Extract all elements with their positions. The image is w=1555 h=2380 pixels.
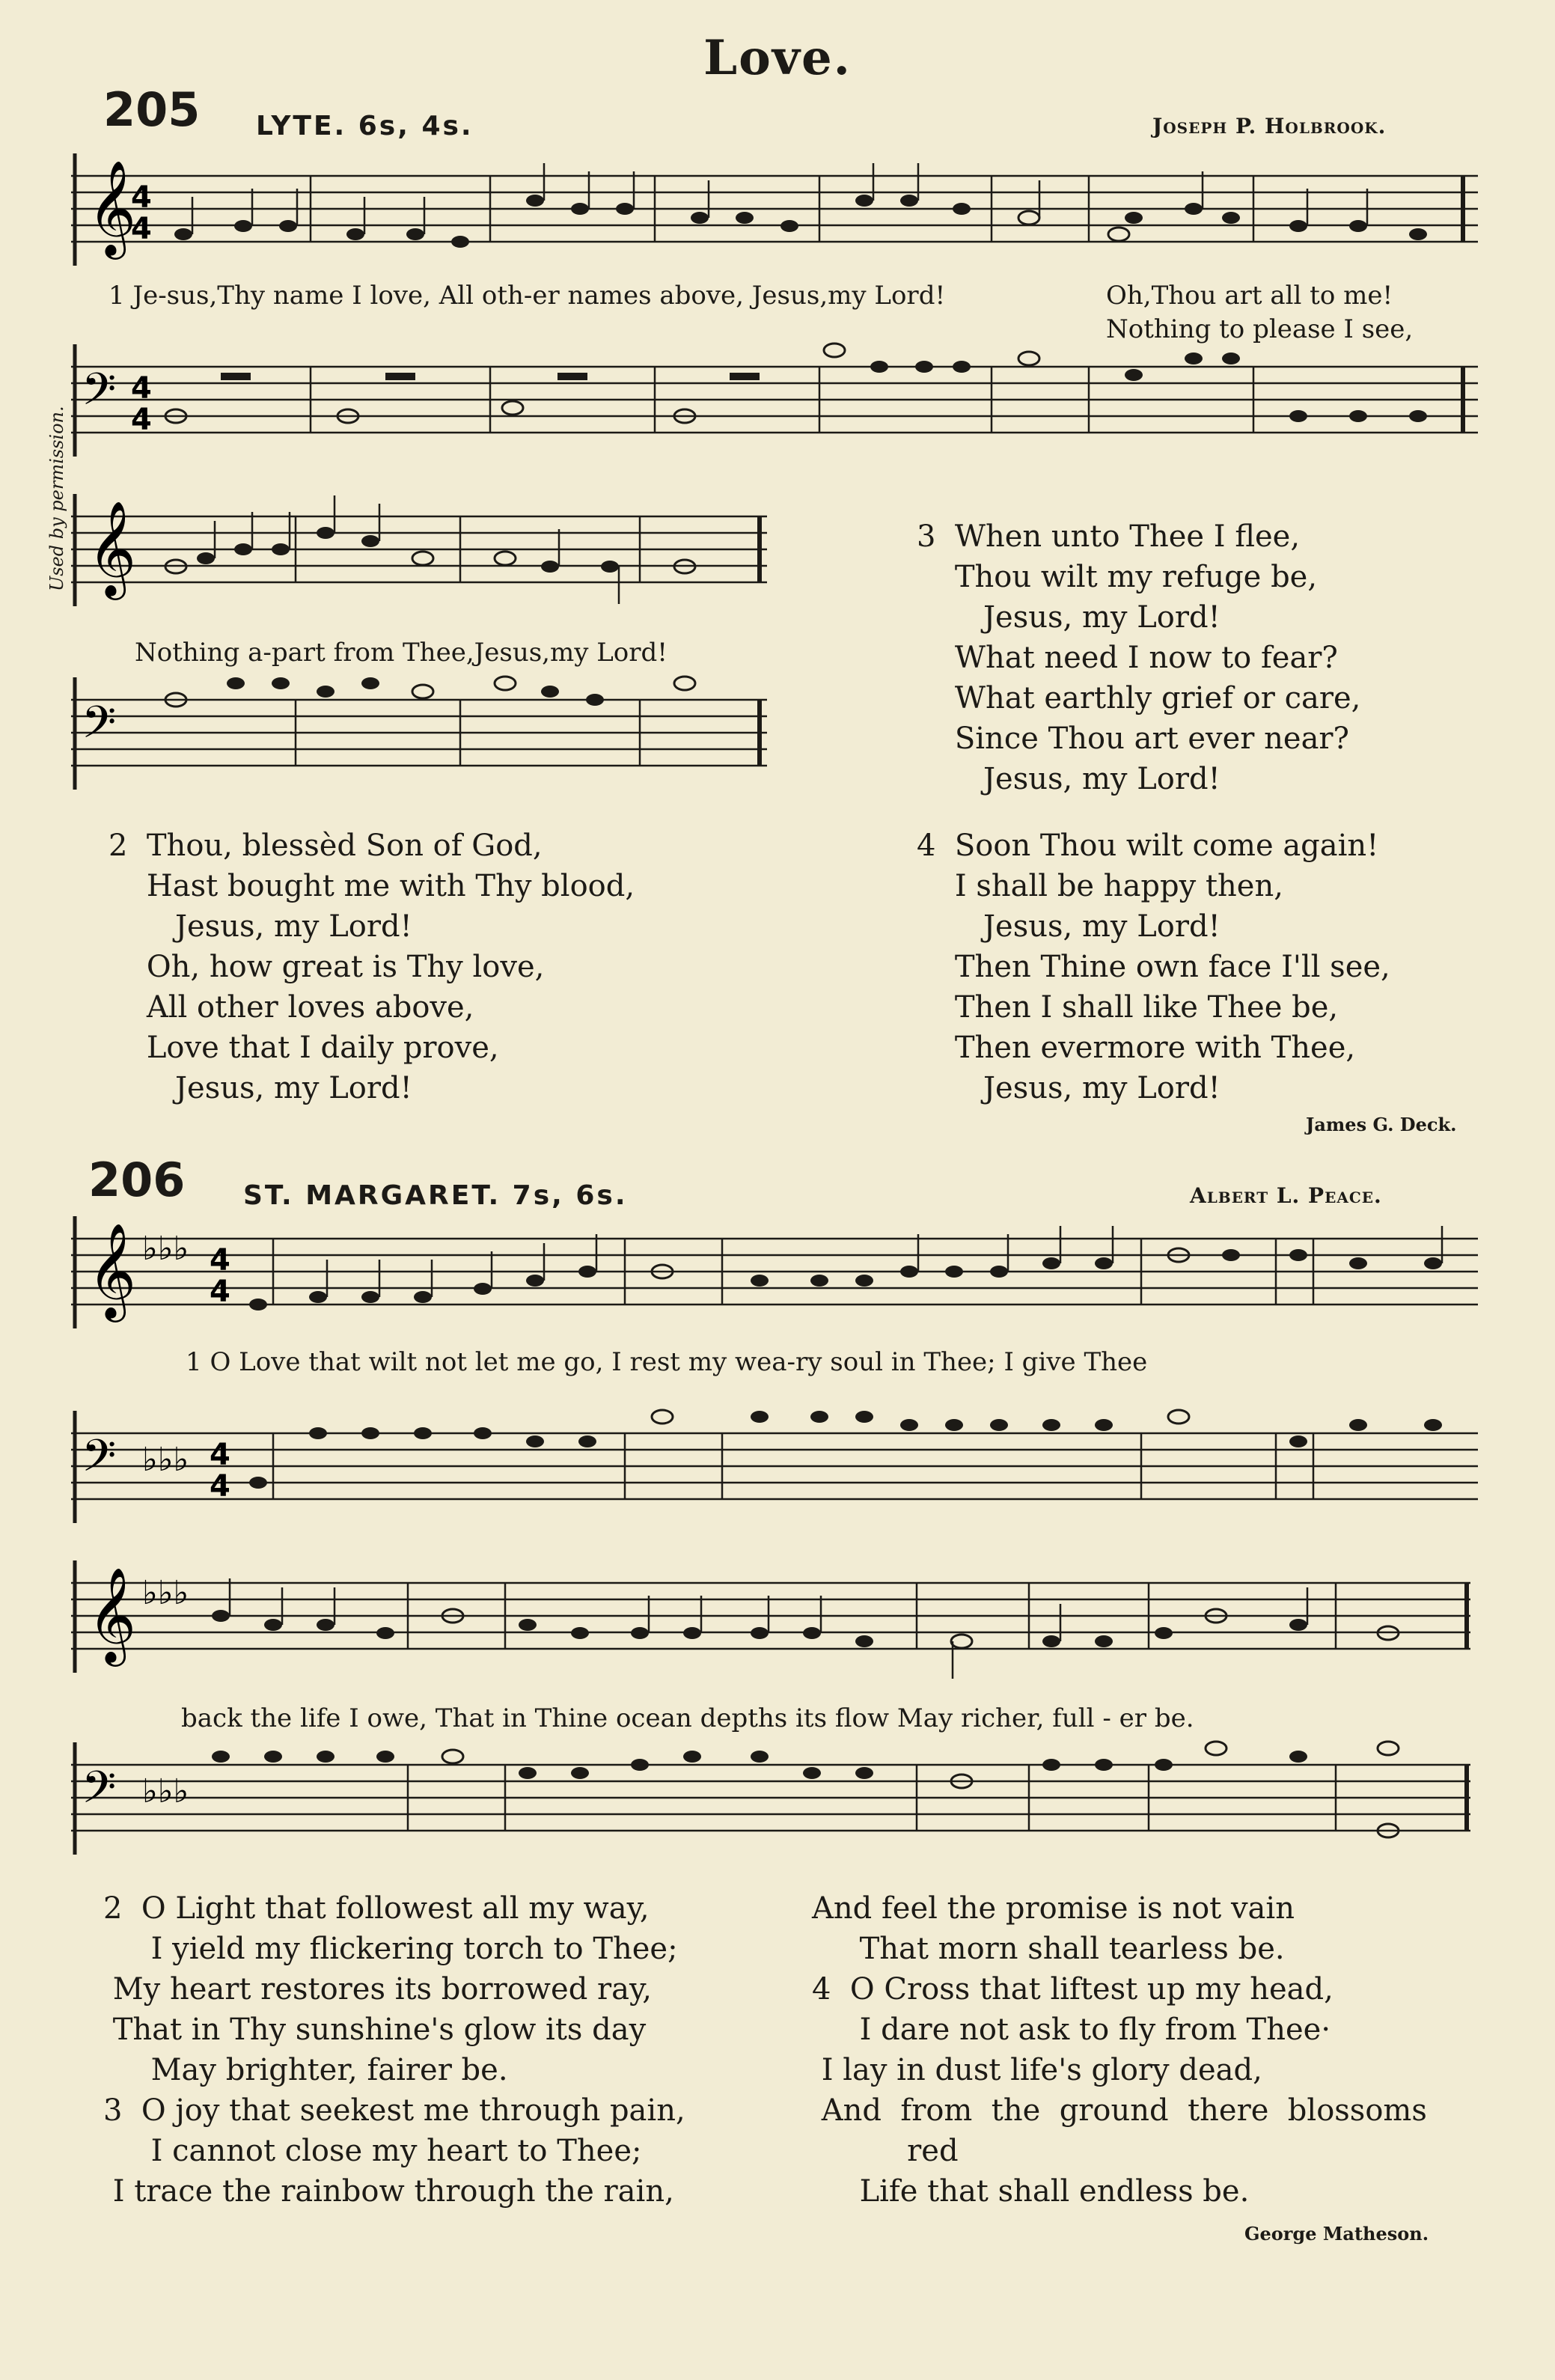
- hymn-205-lyric-line2: Nothing a-part from Thee,Jesus,my Lord!: [135, 638, 667, 668]
- hymn-205-system2-treble: [71, 494, 775, 606]
- hymn-206-tune: ST. MARGARET. 7s, 6s.: [243, 1180, 628, 1211]
- section-title: Love.: [703, 30, 852, 86]
- hymn-205-author: James G. Deck.: [1306, 1114, 1457, 1135]
- hymn-206-composer: Albert L. Peace.: [1190, 1183, 1382, 1208]
- svg-text:𝄢: 𝄢: [82, 1429, 117, 1492]
- hymn-205-lyric-line1: 1 Je-sus,Thy name I love, All oth-er names above, Jesus,my Lord!: [109, 281, 946, 311]
- hymn-205-tune: LYTE. 6s, 4s.: [256, 111, 474, 141]
- svg-text:♭♭♭: ♭♭♭: [142, 1230, 189, 1268]
- hymn-206-verses-left: 2 O Light that followest all my way, I yield my flickering torch to Thee; My heart restores its borrowed ray, That in Thy sunshine's glow its day May brighter, fairer be. 3 O joy that seekest me through pain, I cannot close my heart to Thee; I trace the rainbow through the rain,: [103, 1891, 685, 2209]
- hymn-205-lyric-alt2: Nothing to please I see,: [1106, 314, 1414, 344]
- hymn-206-system2-bass: [71, 1742, 1478, 1855]
- svg-text:4: 4: [131, 180, 152, 215]
- hymn-206-verses-right: And feel the promise is not vain That morn shall tearless be. 4 O Cross that liftest up my head, I dare not ask to fly from Thee· I lay in dust life's glory dead, And from the ground there blossoms red Life that shall endless be.: [812, 1891, 1427, 2209]
- hymn-206-system2-treble: [71, 1560, 1478, 1673]
- svg-text:𝄢: 𝄢: [82, 363, 117, 426]
- hymn-206-system1-treble: [71, 1216, 1478, 1328]
- svg-text:4: 4: [210, 1469, 230, 1504]
- svg-text:𝄢: 𝄢: [82, 696, 117, 759]
- hymn-206-author: George Matheson.: [1244, 2223, 1429, 2245]
- svg-text:𝄞: 𝄞: [88, 1566, 137, 1662]
- hymn-205-verse-3: 3 When unto Thee I flee, Thou wilt my refuge be, Jesus, my Lord! What need I now to fear? What earthly grief or care, Since Thou art ever near? Jesus, my Lord!: [917, 519, 1361, 796]
- svg-text:4: 4: [131, 371, 152, 406]
- hymn-206-system1-bass: [71, 1411, 1478, 1523]
- svg-text:♭♭♭: ♭♭♭: [142, 1441, 189, 1479]
- svg-text:𝄞: 𝄞: [88, 1222, 137, 1318]
- hymn-205-lyric-alt1: Oh,Thou art all to me!: [1106, 281, 1393, 311]
- hymn-205-system1-bass: [71, 344, 1478, 457]
- svg-text:♭♭♭: ♭♭♭: [142, 1772, 189, 1810]
- hymn-205-composer: Joseph P. Holbrook.: [1152, 114, 1387, 138]
- svg-text:𝄞: 𝄞: [88, 500, 137, 596]
- hymn-206-lyric-line2: back the life I owe, That in Thine ocean depths its flow May richer, full - er be.: [181, 1703, 1194, 1733]
- svg-text:𝄢: 𝄢: [82, 1761, 117, 1824]
- svg-text:4: 4: [131, 403, 152, 437]
- hymn-206-number: 206: [88, 1153, 186, 1207]
- permission-note: Used by permission.: [46, 406, 67, 591]
- hymn-205-system1-treble: [71, 153, 1478, 266]
- hymn-205-verse-4: 4 Soon Thou wilt come again! I shall be happy then, Jesus, my Lord! Then Thine own face I'll see, Then I shall like Thee be, Then evermore with Thee, Jesus, my Lord!: [917, 829, 1390, 1105]
- svg-text:♭♭♭: ♭♭♭: [142, 1574, 189, 1612]
- hymn-206-lyric-line1: 1 O Love that wilt not let me go, I rest my wea-ry soul in Thee; I give Thee: [186, 1347, 1148, 1377]
- hymn-205-system2-bass: [71, 677, 775, 790]
- svg-text:𝄞: 𝄞: [88, 159, 137, 255]
- svg-text:4: 4: [131, 212, 152, 246]
- hymn-205-verse-2: 2 Thou, blessèd Son of God, Hast bought me with Thy blood, Jesus, my Lord! Oh, how great is Thy love, All other loves above, Love that I daily prove, Jesus, my Lord!: [109, 829, 635, 1105]
- hymn-205-number: 205: [103, 82, 201, 137]
- svg-text:4: 4: [210, 1243, 230, 1278]
- svg-text:4: 4: [210, 1438, 230, 1472]
- svg-text:4: 4: [210, 1275, 230, 1309]
